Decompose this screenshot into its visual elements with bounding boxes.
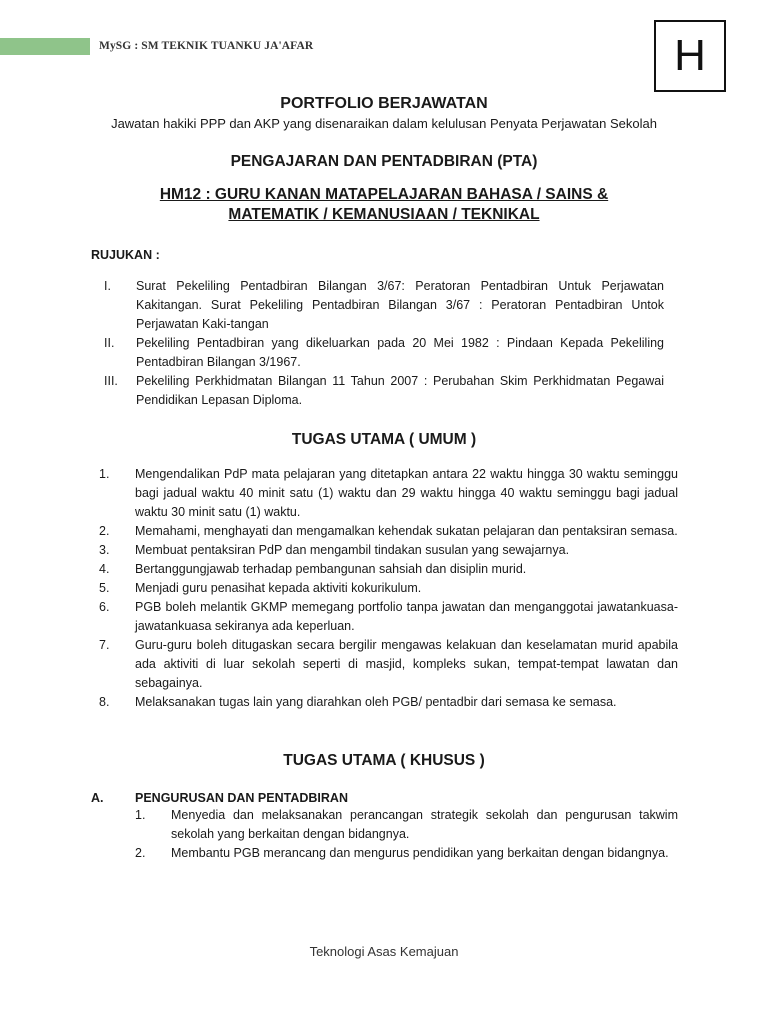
list-item xyxy=(135,806,678,844)
list-item xyxy=(104,334,664,372)
section-a-title: PENGURUSAN DAN PENTADBIRAN xyxy=(135,791,348,805)
list-item-text: Membuat pentaksiran PdP dan mengambil tindakan susulan yang sewajarnya. xyxy=(135,543,570,557)
list-item xyxy=(104,372,664,410)
page-subtitle: Jawatan hakiki PPP dan AKP yang disenaraikan dalam kelulusan Penyata Perjawatan Sekolah xyxy=(111,116,657,131)
list-item-number: 3. xyxy=(99,543,110,557)
section-letter-box: H xyxy=(654,20,726,92)
list-item-number: 1. xyxy=(99,467,110,481)
section-a-letter: A. xyxy=(91,791,104,805)
list-item-number: 8. xyxy=(99,695,110,709)
section-a-list xyxy=(135,806,678,863)
list-item-text: Menjadi guru penasihat kepada aktiviti kokurikulum. xyxy=(135,581,422,595)
list-item xyxy=(99,579,678,598)
list-item xyxy=(99,522,678,541)
section-heading: PENGAJARAN DAN PENTADBIRAN (PTA) xyxy=(230,153,538,170)
list-item-text: Surat Pekeliling Pentadbiran Bilangan 3/67: Peratoran Pentadbiran Untuk Perjawatan Kakitangan. Surat Pekeliling Pentadbiran Bilangan 3/67 : Peratoran Pentadbiran Untok Perjawatan Kaki-tangan xyxy=(136,279,664,331)
list-item xyxy=(99,541,678,560)
list-item xyxy=(99,598,678,636)
list-item-number: 6. xyxy=(99,600,110,614)
list-item-number: 7. xyxy=(99,638,110,652)
list-item-text: Pekeliling Perkhidmatan Bilangan 11 Tahun 2007 : Perubahan Skim Perkhidmatan Pegawai Pendidikan Lepasan Diploma. xyxy=(136,374,664,407)
list-item-number: 2. xyxy=(99,524,110,538)
list-item-number: I. xyxy=(104,279,111,293)
list-item xyxy=(99,636,678,693)
post-title xyxy=(0,185,768,225)
tugas-khusus-heading: TUGAS UTAMA ( KHUSUS ) xyxy=(283,752,485,769)
list-item xyxy=(135,844,678,863)
list-item-number: II. xyxy=(104,336,115,350)
list-item-text: PGB boleh melantik GKMP memegang portfolio tanpa jawatan dan menganggotai jawatankuasa-jawatankuasa sekiranya ada keperluan. xyxy=(135,600,678,633)
list-item-text: Membantu PGB merancang dan mengurus pendidikan yang berkaitan dengan bidangnya. xyxy=(171,846,669,860)
header-accent-bar xyxy=(0,38,90,55)
list-item-number: III. xyxy=(104,374,118,388)
list-item-number: 4. xyxy=(99,562,110,576)
list-item xyxy=(99,560,678,579)
post-title-line-1: HM12 : GURU KANAN MATAPELAJARAN BAHASA / SAINS & xyxy=(159,186,609,203)
list-item-text: Mengendalikan PdP mata pelajaran yang ditetapkan antara 22 waktu hingga 30 waktu seminggu bagi jadual waktu 40 minit satu (1) waktu dan 29 waktu hingga 40 waktu seminggu bagi jadual waktu 30 minit satu (1) waktu. xyxy=(135,467,678,519)
list-item xyxy=(99,465,678,522)
list-item-text: Memahami, menghayati dan mengamalkan kehendak sukatan pelajaran dan pentaksiran semasa. xyxy=(135,524,678,538)
list-item-number: 1. xyxy=(135,808,146,822)
rujukan-label: RUJUKAN : xyxy=(91,248,160,262)
list-item-text: Melaksanakan tugas lain yang diarahkan oleh PGB/ pentadbir dari semasa ke semasa. xyxy=(135,695,617,709)
tugas-umum-list xyxy=(99,465,678,712)
page-footer: Teknologi Asas Kemajuan xyxy=(309,944,459,959)
list-item-text: Guru-guru boleh ditugaskan secara bergilir mengawas kelakuan dan keselamatan murid apabila ada aktiviti di luar sekolah seperti di masjid, kompleks sukan, tempat-tempat lawatan dan sebagainya. xyxy=(135,638,678,690)
list-item-text: Pekeliling Pentadbiran yang dikeluarkan pada 20 Mei 1982 : Pindaan Kepada Pekeliling Pentadbiran Bilangan 3/1967. xyxy=(136,336,664,369)
list-item-number: 5. xyxy=(99,581,110,595)
list-item-text: Menyedia dan melaksanakan perancangan strategik sekolah dan pengurusan takwim sekolah yang berkaitan dengan bidangnya. xyxy=(171,808,678,841)
tugas-umum-heading: TUGAS UTAMA ( UMUM ) xyxy=(291,431,477,448)
list-item-text: Bertanggungjawab terhadap pembangunan sahsiah dan disiplin murid. xyxy=(135,562,527,576)
list-item xyxy=(99,693,678,712)
post-title-line-2: MATEMATIK / KEMANUSIAAN / TEKNIKAL xyxy=(228,206,540,223)
list-item-number: 2. xyxy=(135,846,146,860)
page-title: PORTFOLIO BERJAWATAN xyxy=(280,95,488,112)
rujukan-list xyxy=(104,277,664,410)
school-name: MySG : SM TEKNIK TUANKU JA'AFAR xyxy=(99,40,314,52)
list-item xyxy=(104,277,664,334)
